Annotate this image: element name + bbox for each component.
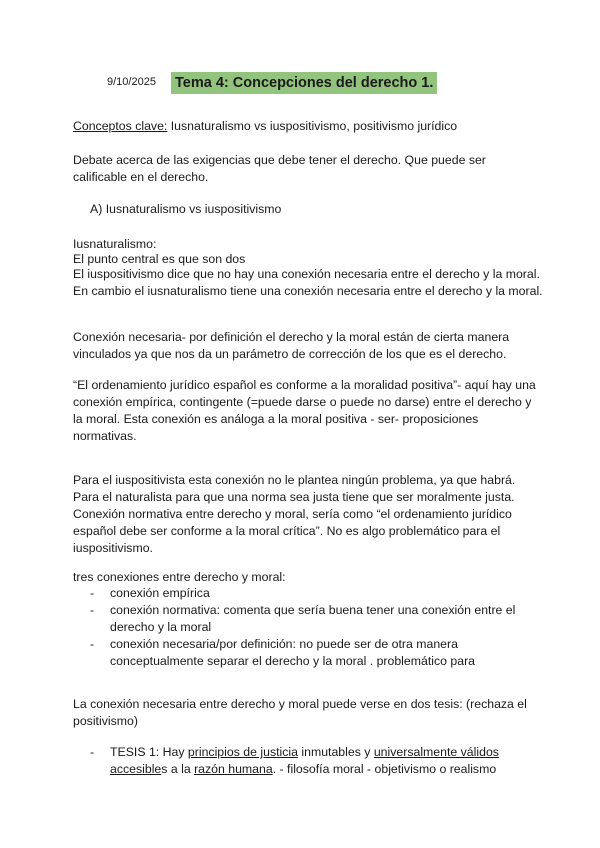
intro-paragraph: Debate acerca de las exigencias que debe tener el derecho. Que puede ser calificable en el derecho. [73,153,486,184]
tesis-1-item [90,744,530,778]
list-item: - conexión normativa: comenta que sería buena tener una conexión entre el derecho y la moral [90,602,530,636]
conceptos-clave-line [73,118,543,135]
list-item: - conexión necesaria/por definición: no puede ser de otra manera conceptualmente separar el derecho y la moral . problemático para [90,636,530,670]
page-title: Tema 4: Concepciones del derecho 1. [171,72,437,94]
iusnaturalismo-heading: Iusnaturalismo: [73,237,157,251]
tesis-1-text: inmutables y [297,745,374,759]
document-date: 9/10/2025 [107,76,156,88]
list-item: - conexión empírica [90,585,530,602]
section-a-heading: A) Iusnaturalismo vs iuspositivismo [90,202,282,216]
conexion-necesaria-paragraph: Conexión necesaria- por definición el derecho y la moral están de cierta manera vinculados ya que nos da un parámetro de corrección de los que es el derecho. [73,330,510,361]
conceptos-clave-text: Iusnaturalismo vs iuspositivismo, positivismo jurídico [167,119,458,133]
iuspositivista-paragraph: Para el iuspositivista esta conexión no le plantea ningún problema, ya que habrá. Para el naturalista para que una norma sea justa tiene que ser moralmente justa. Conexión normativa entre derecho y moral, sería como “el ordenamiento jurídico español debe ser conforme a la moral crítica”. No es algo problemático para el iuspositivismo. [73,473,516,555]
iusnaturalismo-line-1: El punto central es que son dos [73,252,246,266]
tres-conexiones-heading: tres conexiones entre derecho y moral: [73,570,286,584]
tesis-1-underlined: principios de justicia [187,745,298,759]
tesis-intro-paragraph: La conexión necesaria entre derecho y moral puede verse en dos tesis: (rechaza el positivismo) [73,697,527,728]
tres-conexiones-list [90,585,530,670]
iusnaturalismo-paragraph: El iuspositivismo dice que no hay una conexión necesaria entre el derecho y la moral. En cambio el iusnaturalismo tiene una conexión necesaria entre el derecho y la moral. [73,267,543,298]
tesis-list [90,744,530,778]
tesis-1-text: s a la [161,762,195,776]
conceptos-clave-label: Conceptos clave: [73,119,168,133]
tesis-1-text: . - filosofía moral - objetivismo o realismo [272,762,497,776]
tesis-1-underlined: razón humana [194,762,273,776]
cita-paragraph: “El ordenamiento jurídico español es conforme a la moralidad positiva”- aquí hay una conexión empírica, contingente (=puede darse o puede no darse) entre el derecho y la moral. Esta conexión es análoga a la moral positiva - ser- proposiciones normativas. [73,378,536,443]
tesis-1-underlined: universalmente válidos accesible [110,745,499,776]
tesis-1-text: TESIS 1: Hay [110,745,188,759]
